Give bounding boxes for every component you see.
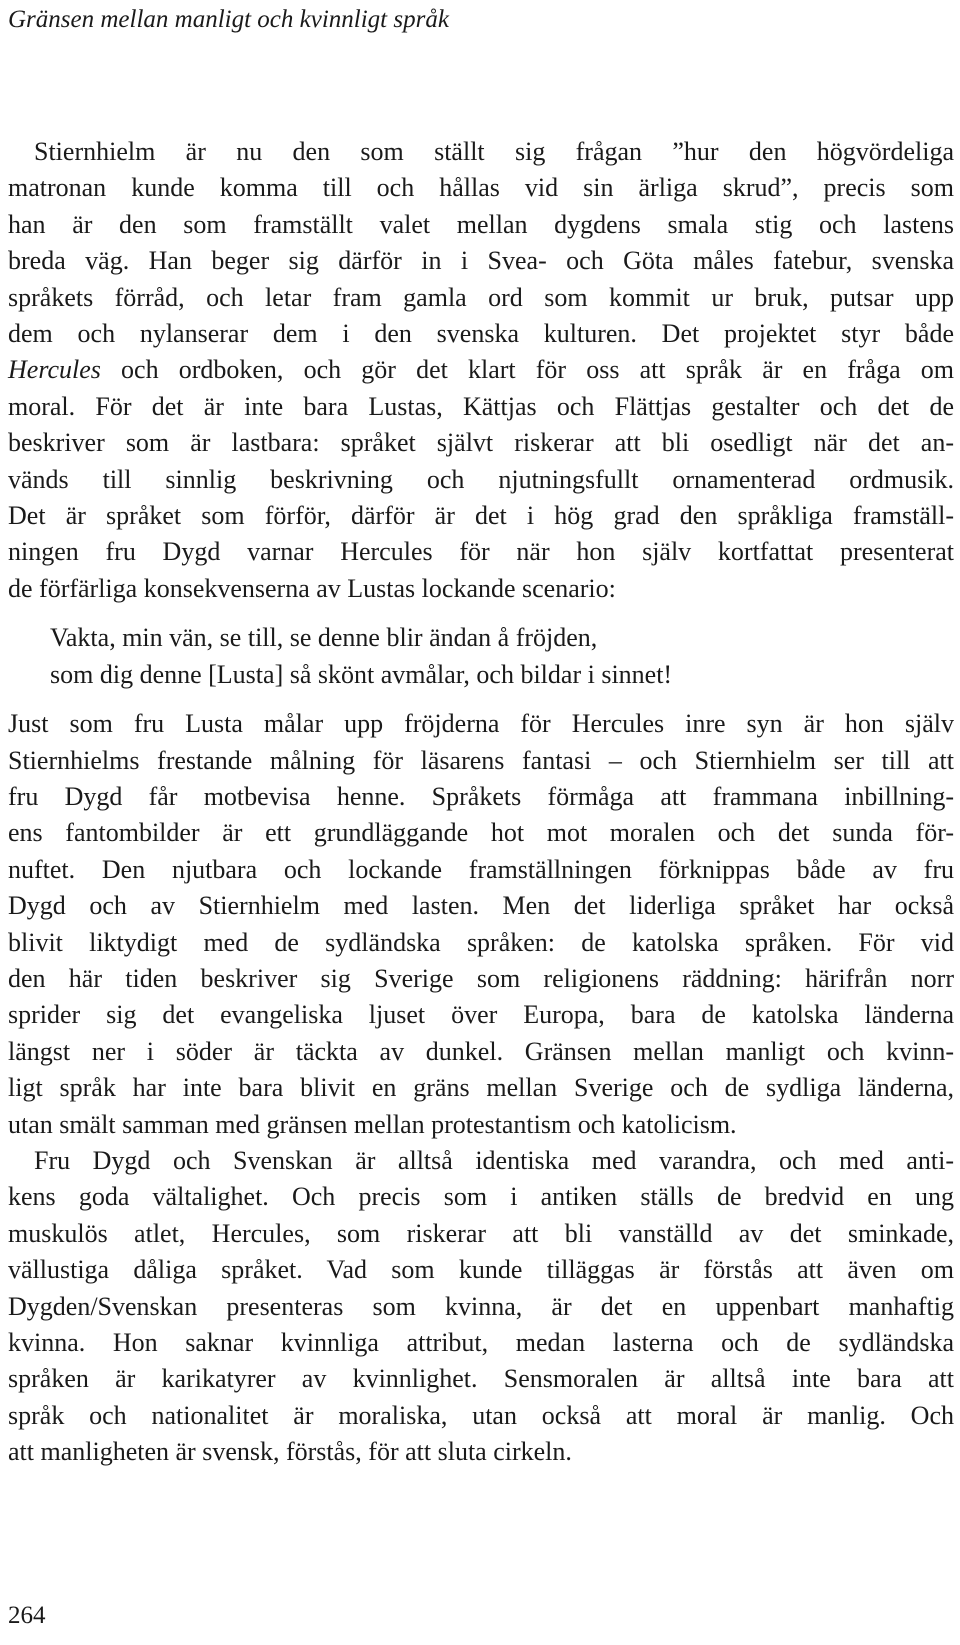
text-line: matronan kunde komma till och hållas vid sin ärliga skrud”, precis som xyxy=(8,173,954,203)
text-line: beskriver som är lastbara: språket självt riskerar att bli osedligt när det an- xyxy=(8,428,954,458)
paragraph-1 xyxy=(8,134,954,607)
text-line: kvinna. Hon saknar kvinnliga attribut, medan lasterna och de sydländska xyxy=(8,1328,954,1357)
italic-title: Hercules xyxy=(8,355,101,385)
text-line: kens goda vältalighet. Och precis som i antiken ställs de bredvid en ung xyxy=(8,1182,954,1212)
text-line: de förfärliga konsekvenserna av Lustas lockande scenario: xyxy=(8,573,616,603)
block-quote xyxy=(8,620,954,693)
text-line: breda väg. Han beger sig därför in i Svea- och Göta måles fatebur, svenska xyxy=(8,246,954,276)
text-line: Fru Dygd och Svenskan är alltså identiska med varandra, och med anti- xyxy=(34,1145,954,1175)
text-line: dem och nylanserar dem i den svenska kulturen. Det projektet styr både xyxy=(8,319,954,349)
paragraph-3 xyxy=(8,1143,954,1471)
paragraph-2 xyxy=(8,706,954,1143)
text-line xyxy=(8,352,954,388)
text-line: Stiernhielms frestande målning för läsarens fantasi – och Stiernhielm ser till att xyxy=(8,745,954,775)
text-line: nuftet. Den njutbara och lockande framställningen förknippas både av fru xyxy=(8,854,954,884)
running-head: Gränsen mellan manligt och kvinnligt språk xyxy=(8,6,449,33)
text-line: sprider sig det evangeliska ljuset över Europa, bara de katolska länderna xyxy=(8,1000,954,1030)
text-line: den här tiden beskriver sig Sverige som religionens räddning: härifrån norr xyxy=(8,963,954,993)
text-line: han är den som framställt valet mellan dygdens smala stig och lastens xyxy=(8,209,954,239)
text-run: och ordboken, och gör det klart för oss att språk är en fråga om xyxy=(100,355,954,385)
text-line: moral. För det är inte bara Lustas, Kättjas och Flättjas gestalter och det de xyxy=(8,391,954,421)
text-line: Dygden/Svenskan presenteras som kvinna, är det en uppenbart manhaftig xyxy=(8,1291,954,1321)
text-line: att manligheten är svensk, förstås, för att sluta cirkeln. xyxy=(8,1437,572,1467)
text-line: muskulös atlet, Hercules, som riskerar att bli vanställd av det sminkade, xyxy=(8,1218,954,1248)
text-line: ligt språk har inte bara blivit en gräns mellan Sverige och de sydliga länderna, xyxy=(8,1073,954,1103)
quote-line: Vakta, min vän, se till, se denne blir ändan å fröjden, xyxy=(50,623,598,653)
body-text xyxy=(8,134,954,1471)
text-line: språk och nationalitet är moraliska, utan också att moral är manlig. Och xyxy=(8,1400,954,1430)
text-line: vällustiga dåliga språket. Vad som kunde tilläggas är förstås att även om xyxy=(8,1255,954,1285)
text-line: Dygd och av Stiernhielm med lasten. Men det liderliga språket har också xyxy=(8,891,954,921)
text-line: språken är karikatyrer av kvinnlighet. Sensmoralen är alltså inte bara att xyxy=(8,1364,954,1394)
text-line: ens fantombilder är ett grundläggande hot mot moralen och det sunda för- xyxy=(8,818,954,848)
text-line: Just som fru Lusta målar upp fröjderna för Hercules inre syn är hon själv xyxy=(8,709,954,739)
page-number: 264 xyxy=(8,1602,46,1629)
text-line: språkets förråd, och letar fram gamla ord som kommit ur bruk, putsar upp xyxy=(8,282,954,312)
text-line: utan smält samman med gränsen mellan protestantism och katolicism. xyxy=(8,1109,737,1139)
text-line: ningen fru Dygd varnar Hercules för när hon själv kortfattat presenterat xyxy=(8,537,954,567)
text-line: blivit liktydigt med de sydländska språken: de katolska språken. För vid xyxy=(8,927,954,957)
quote-line: som dig denne [Lusta] så skönt avmålar, och bildar i sinnet! xyxy=(50,659,673,689)
text-line: Stiernhielm är nu den som ställt sig frågan ”hur den högvördeliga xyxy=(34,137,954,166)
text-line: fru Dygd får motbevisa henne. Språkets förmåga att frammana inbillning- xyxy=(8,781,954,811)
text-line: vänds till sinnlig beskrivning och njutningsfullt ornamenterad ordmusik. xyxy=(8,464,954,494)
text-line: längst ner i söder är täckta av dunkel. Gränsen mellan manligt och kvinn- xyxy=(8,1036,954,1066)
text-line: Det är språket som förför, därför är det i hög grad den språkliga framställ- xyxy=(8,501,954,531)
